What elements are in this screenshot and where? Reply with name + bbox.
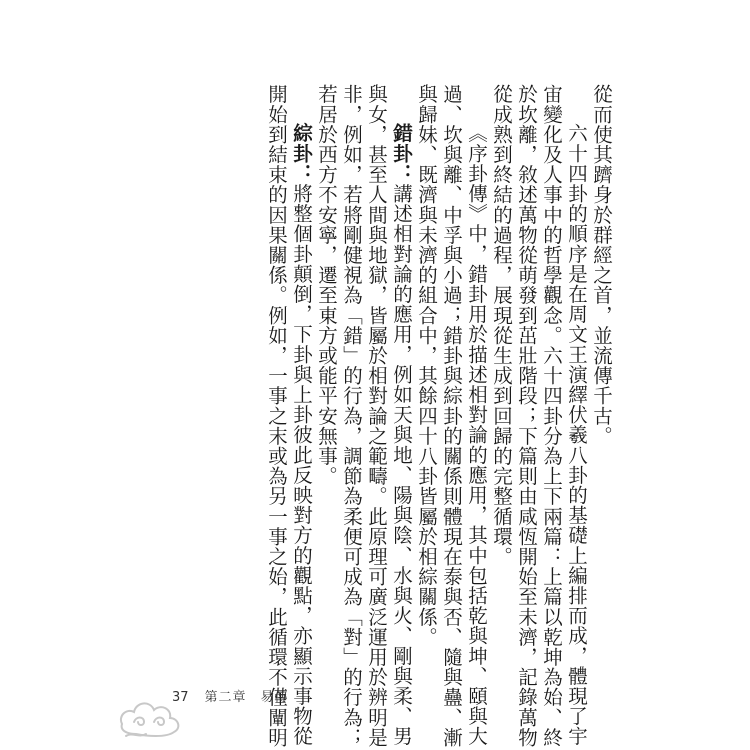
term-label: 錯卦： <box>390 123 413 184</box>
text-column <box>514 84 539 748</box>
text-column <box>289 84 314 747</box>
text-run: 宙變化及人事中的哲學觀念。六十四卦分為上下兩篇：上篇以乾坤為始、終 <box>540 84 563 748</box>
text-run: 於坎離，敘述萬物從萌發到茁壯階段；下篇則由咸恆開始至未濟，記錄萬物 <box>515 84 538 748</box>
text-column <box>489 84 514 670</box>
text-column <box>414 84 439 670</box>
text-column <box>264 84 289 748</box>
text-column <box>439 84 464 748</box>
text-column <box>564 84 589 747</box>
vertical-text-block <box>264 84 614 748</box>
text-column <box>539 84 564 748</box>
text-run: 過、坎與離、中孚與小過；錯卦與綜卦的關係則體現在泰與否、隨與蠱、漸 <box>440 84 463 748</box>
text-column <box>464 84 489 747</box>
text-run: 若居於西方不安寧，遷至東方或能平安無事。 <box>315 84 338 486</box>
text-run: 從成熟到終結的過程，展現從生成到回歸的完整循環。 <box>490 84 513 567</box>
text-run: 與女，甚至人間與地獄，皆屬於相對論之範疇。此原理可廣泛運用於辨明是 <box>365 84 388 748</box>
page-number: 37 <box>172 690 189 705</box>
text-run: 《序卦傳》中，錯卦用於描述相對論的應用，其中包括乾與坤、頤與大 <box>465 123 488 747</box>
page-footer <box>172 686 289 705</box>
text-run: 開始到結束的因果關係。例如，一事之末或為另一事之始，此循環不僅闡明 <box>265 84 288 748</box>
text-column <box>389 84 414 747</box>
text-run: 非，例如，若將剛健視為「錯」的行為，調節為柔便可成為「對」的行為； <box>340 84 363 748</box>
text-column <box>589 84 614 670</box>
text-run: 與歸妹、既濟與未濟的組合中，其餘四十八卦皆屬於相綜關係。 <box>415 84 438 647</box>
text-column <box>339 84 364 748</box>
text-column <box>364 84 389 748</box>
text-run: 講述相對論的應用，例如天與地、陽與陰、水與火、剛與柔、男 <box>390 183 413 747</box>
text-column <box>314 84 339 670</box>
term-label: 綜卦： <box>290 123 313 184</box>
text-run: 將整個卦顛倒，下卦與上卦彼此反映對方的觀點，亦顯示事物從 <box>290 183 313 747</box>
text-run: 六十四卦的順序是在周文王演繹伏羲八卦的基礎上編排而成，體現了宇 <box>565 123 588 747</box>
chapter-title: 第二章 易傳 <box>204 690 289 705</box>
text-run: 從而使其躋身於群經之首，並流傳千古。 <box>590 84 613 446</box>
